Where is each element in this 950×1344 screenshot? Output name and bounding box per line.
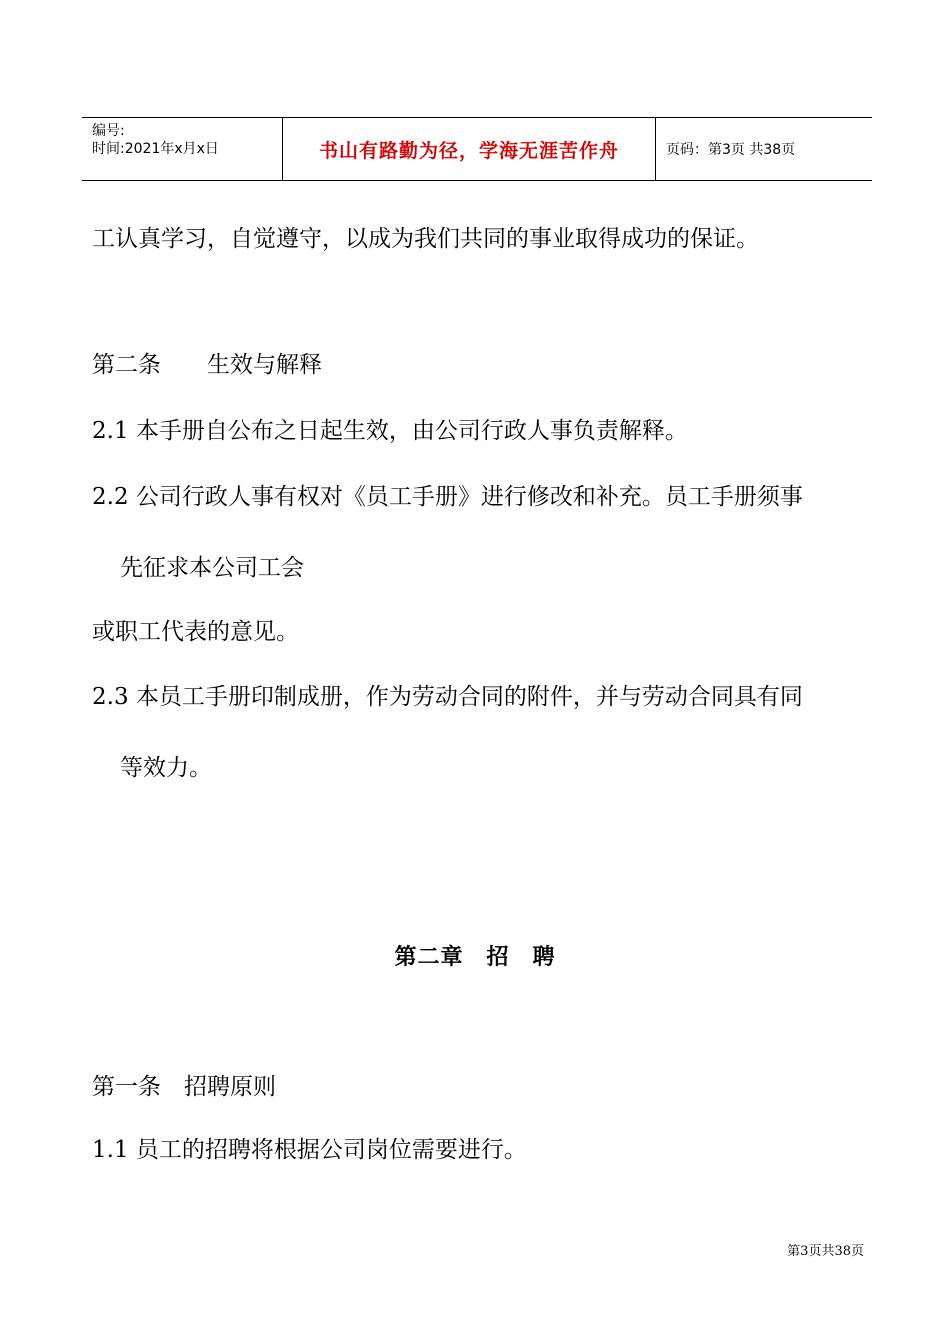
document-header [82,117,872,181]
body-line: 工认真学习，自觉遵守，以成为我们共同的事业取得成功的保证。 [92,226,759,252]
list-item: 2.3 本员工手册印制成册，作为劳动合同的附件，并与劳动合同具有同 [92,684,803,710]
list-item-continuation: 先征求本公司工会 [120,555,304,581]
article-title: 第一条 招聘原则 [92,1074,276,1100]
chapter-title: 第二章 招 聘 [394,945,556,970]
list-item-continuation: 或职工代表的意见。 [92,619,299,645]
header-time-label: 时间:2021年x月x日 [92,141,219,157]
list-item: 2.1 本手册自公布之日起生效，由公司行政人事负责解释。 [92,418,688,444]
list-item-continuation: 等效力。 [120,755,212,781]
header-motto: 书山有路勤为径，学海无涯苦作舟 [283,118,656,180]
header-number-label: 编号: [92,123,125,139]
header-meta [82,118,283,180]
article-title: 第二条 生效与解释 [92,352,322,378]
list-item: 1.1 员工的招聘将根据公司岗位需要进行。 [92,1137,527,1163]
list-item: 2.2 公司行政人事有权对《员工手册》进行修改和补充。员工手册须事 [92,484,803,510]
header-page-label: 页码：第3页 共38页 [666,142,796,158]
footer-page-info: 第3页共38页 [787,1244,864,1259]
